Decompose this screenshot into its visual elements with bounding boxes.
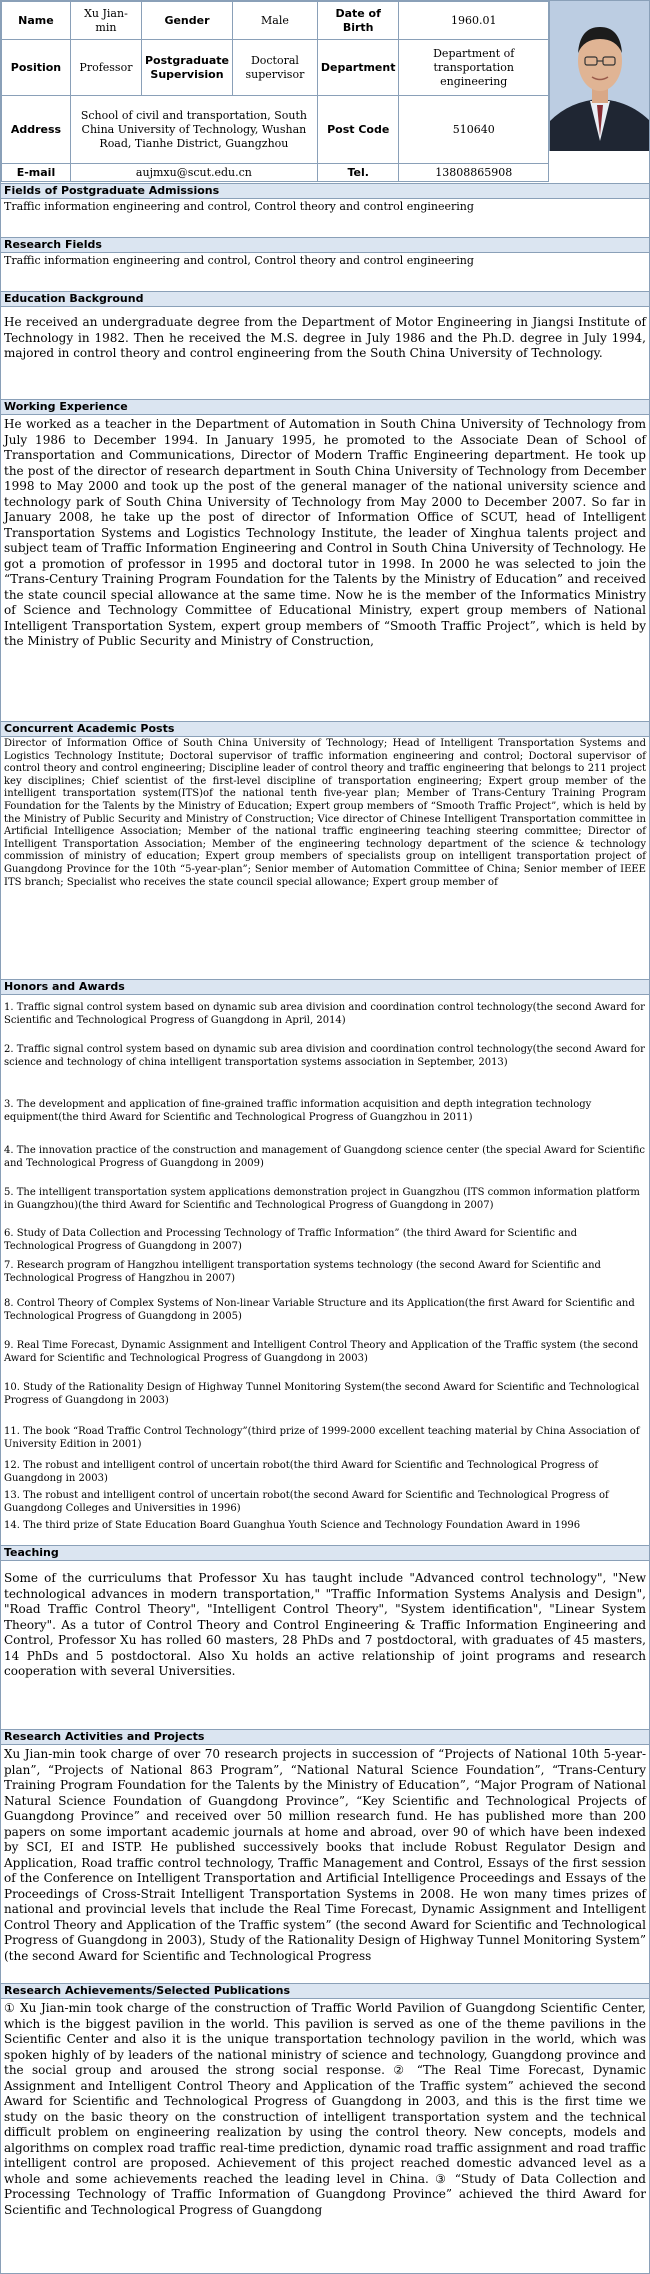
honor-item: 8. Control Theory of Complex Systems of Non-linear Variable Structure and its Application(the first Award for Scientific and Technological Progress of Guangdong in 2005) — [4, 1298, 635, 1322]
honor-item: 12. The robust and intelligent control of uncertain robot(the third Award for Scientific and Technological Progress of Guangdong in 2003) — [4, 1460, 599, 1484]
postcode-value: 510640 — [399, 96, 549, 164]
birth-value: 1960.01 — [399, 2, 549, 40]
name-label: Name — [2, 2, 71, 40]
section-title: Honors and Awards — [1, 979, 649, 995]
section-text: Some of the curriculums that Professor Xu has taught include "Advanced control technology", "New technological advances in modern transportation," "Traffic Information Systems Analysis and Design", "Road Traffic Control Theory", "Intelligent Control Theory", "System identification", "Linear System Theory". As a tutor of Control Theory and Control Engineering & Traffic Information Engineering and Control, Professor Xu has rolled 60 masters, 28 PhDs and 7 postdoctoral, with graduates of 45 masters, 14 PhDs and 5 postdoctoral. Also Xu holds an active relationship of joint programs and research cooperation with several Universities. — [4, 1571, 646, 1678]
email-value[interactable]: aujmxu@scut.edu.cn — [70, 164, 317, 182]
section-title: Research Achievements/Selected Publications — [1, 1983, 649, 1999]
address-label: Address — [2, 96, 71, 164]
name-value: Xu Jian-min — [70, 2, 141, 40]
academic-posts-section — [1, 721, 649, 995]
gender-value: Male — [232, 2, 317, 40]
gender-label: Gender — [141, 2, 232, 40]
honor-item: 7. Research program of Hangzhou intelligent transportation systems technology (the second Award for Scientific and Technological Progress of Hangzhou in 2007) — [4, 1260, 601, 1284]
research-activities-section — [1, 1729, 649, 1985]
section-title: Research Activities and Projects — [1, 1729, 649, 1745]
section-text: He worked as a teacher in the Department of Automation in South China University of Technology from July 1986 to December 1994. In January 1995, he promoted to the Associate Dean of School of Transportation and Communications, Director of Modern Traffic Engineering department. He took up the post of the director of research department in South China University of Technology from December 1998 to May 2000 and took up the post of the general manager of the national university science and technology park of South China University of Technology from May 2000 to December 2007. So far in January 2008, he take up the post of director of Information Office of SCUT, head of Intelligent Transportation Systems and Logistics Technology Institute, the leader of Xinghua talents project and subject team of Traffic Information Engineering and Control in South China University of Technology. He got a promotion of professor in 1995 and doctoral tutor in 1998. In 2000 he was selected to join the “Trans-Century Training Program Foundation for the Talents by the Ministry of Education” and received the state council special allowance at the same time. Now he is the member of the Informatics Ministry of Science and Technology Committee of Educational Ministry, expert group members of National Intelligent Transportation System, expert group members of “Smooth Traffic Project”, which is held by the Ministry of Public Security and Ministry of Construction, — [4, 417, 646, 648]
section-text: Director of Information Office of South China University of Technology; Head of Intelligent Transportation Systems and Logistics Technology Institute; Doctoral supervisor of traffic information engineering and control; Doctoral supervisor of control theory and control engineering; Discipline leader of control theory and traffic engineering that belongs to 211 project key disciplines; Chief scientist of the first-level discipline of transportation engineering; Expert group member of the intelligent transportation system(ITS)of the national tenth five-year plan; Member of Trans-Century Training Program Foundation for the Talents by the Ministry of Education; Expert group members of “Smooth Traffic Project”, which is held by the Ministry of Public Security and Ministry of Construction; Vice director of Chinese Intelligent Transportation committee in Artificial Intelligence Association; Member of the national traffic engineering teaching steering committee; Director of Intelligent Transportation Association; Member of the engineering technology department of the science & technology commission of ministry of education; Expert group members of specialists group on intelligent transportation project of Guangdong Province for the 10th “5-year-plan”; Senior member of Automation Committee of China; Senior member of IEEE ITS branch; Specialist who receives the state council special allowance; Expert group member of — [4, 738, 646, 888]
birth-label: Date of Birth — [317, 2, 399, 40]
section-title: Working Experience — [1, 399, 649, 415]
section-text: Traffic information engineering and control, Control theory and control engineering — [4, 200, 474, 213]
postcode-label: Post Code — [317, 96, 399, 164]
email-label: E-mail — [2, 164, 71, 182]
honor-item: 9. Real Time Forecast, Dynamic Assignment and Intelligent Control Theory and Application of the Traffic system (the second Award for Scientific and Technological Progress of Guangdong in 2003) — [4, 1340, 639, 1364]
supervision-label: Postgraduate Supervision — [141, 40, 232, 96]
section-text: ① Xu Jian-min took charge of the construction of Traffic World Pavilion of Guangdong Scientific Center, which is the biggest pavilion in the world. This pavilion is served as one of the theme pavilions in the Scientific Center and also it is the unique transportation technology pavilion in the world, which was spoken highly of by leaders of the national ministry of science and technology, Guangdong province and the social group and aroused the strong social response. ② “The Real Time Forecast, Dynamic Assignment and Intelligent Control Theory and Application of the Traffic system” achieved the second Award for Scientific and Technological Progress of Guangdong in 2003, and this is the first time we study on the basic theory on the construction of intelligent transportation system and the technical difficult problem on engineering realization by using the control theory. New concepts, models and algorithms on complex road traffic real-time prediction, dynamic road traffic assignment and road traffic intelligent control are proposed. Achievement of this project reached domestic advanced level as a whole and some achievements reached the leading level in China. ③ “Study of Data Collection and Processing Technology of Traffic Information of Guangdong Province” achieved the third Award for Scientific and Technological Progress of Guangdong — [4, 2001, 646, 2217]
achievements-section — [1, 1983, 649, 2274]
honor-item: 10. Study of the Rationality Design of Highway Tunnel Monitoring System(the second Award for Scientific and Technological Progress of Guangdong in 2003) — [4, 1382, 640, 1406]
fields-admissions-section — [1, 183, 649, 215]
section-title: Teaching — [1, 1545, 649, 1561]
position-value: Professor — [70, 40, 141, 96]
honors-section — [1, 979, 649, 995]
honor-item: 5. The intelligent transportation system applications demonstration project in Guangzhou (ITS common information platform in Guangzhou)(the third Award for Scientific and Technological Progress of Guangdong in 2007) — [4, 1187, 640, 1211]
supervision-value: Doctoral supervisor — [232, 40, 317, 96]
honor-item: 1. Traffic signal control system based on dynamic sub area division and coordination control technology(the second Award for Scientific and Technological Progress of Guangdong in April, 2014) — [4, 1002, 645, 1026]
section-text: He received an undergraduate degree from the Department of Motor Engineering in Jiangsi Institute of Technology in 1982. Then he received the M.S. degree in July 1986 and the Ph.D. degree in July 1994, majored in control theory and control engineering from the South China University of Technology. — [4, 315, 646, 360]
portrait-photo — [549, 1, 650, 151]
honor-item: 4. The innovation practice of the construction and management of Guangdong science center (the special Award for Scientific and Technological Progress of Guangdong in 2009) — [4, 1145, 645, 1169]
research-fields-section — [1, 237, 649, 269]
section-title: Education Background — [1, 291, 649, 307]
section-title: Concurrent Academic Posts — [1, 721, 649, 737]
department-label: Department — [317, 40, 399, 96]
education-section — [1, 291, 649, 364]
profile-info-table — [1, 1, 549, 182]
portrait-image — [550, 1, 650, 151]
honor-item: 11. The book “Road Traffic Control Technology”(third prize of 1999-2000 excellent teaching material by China Association of University Edition in 2001) — [4, 1426, 640, 1450]
section-text: Xu Jian-min took charge of over 70 research projects in succession of “Projects of National 10th 5-year-plan”, “Projects of National 863 Program”, “National Natural Science Foundation”, “Trans-Century Training Program Foundation for the Talents by the Ministry of Education”, “Major Program of National Natural Science Foundation of Guangdong Province”, “Key Scientific and Technological Projects of Guangdong Province” and received over 50 million research fund. He has published more than 200 papers on some important academic journals at home and abroad, over 90 of which have been indexed by SCI, EI and ISTP. He published successively books that include Robust Regulator Design and Application, Road traffic control technology, Traffic Management and Control, Essays of the first session of the Conference on Intelligent Transportation and Artificial Intelligence Proceedings and Essays of the Proceedings of Cross-Strait Intelligent Transportation Systems in 2008. He won many times prizes of national and provincial levels that include the Real Time Forecast, Dynamic Assignment and Intelligent Control Theory and Application of the Traffic system” (the second Award for Scientific and Technological Progress of Guangdong in 2003), Study of the Rationality Design of Highway Tunnel Monitoring System” (the second Award for Scientific and Technological Progress — [4, 1747, 646, 1963]
position-label: Position — [2, 40, 71, 96]
honor-item: 6. Study of Data Collection and Processing Technology of Traffic Information” (the third Award for Scientific and Technological Progress of Guangdong in 2007) — [4, 1228, 578, 1252]
working-experience-section — [1, 399, 649, 721]
section-title: Research Fields — [1, 237, 649, 253]
honor-item: 3. The development and application of fine-grained traffic information acquisition and depth integration technology equipment(the third Award for Scientific and Technological Progress of Guangzhou in 2011) — [4, 1099, 592, 1123]
department-value: Department of transportation engineering — [399, 40, 549, 96]
honor-item: 2. Traffic signal control system based on dynamic sub area division and coordination control technology(the second Award for science and technology of china intelligent transportation systems association in September, 2013) — [4, 1044, 645, 1068]
teaching-section — [1, 1545, 649, 1682]
address-value: School of civil and transportation, South China University of Technology, Wushan Road, Tianhe District, Guangzhou — [70, 96, 317, 164]
section-text: Traffic information engineering and control, Control theory and control engineering — [4, 254, 474, 267]
tel-value: 13808865908 — [399, 164, 549, 182]
honor-item: 14. The third prize of State Education Board Guanghua Youth Science and Technology Foundation Award in 1996 — [4, 1520, 581, 1531]
section-title: Fields of Postgraduate Admissions — [1, 183, 649, 199]
tel-label: Tel. — [317, 164, 399, 182]
honor-item: 13. The robust and intelligent control of uncertain robot(the second Award for Scientific and Technological Progress of Guangdong Colleges and Universities in 1996) — [4, 1490, 609, 1514]
